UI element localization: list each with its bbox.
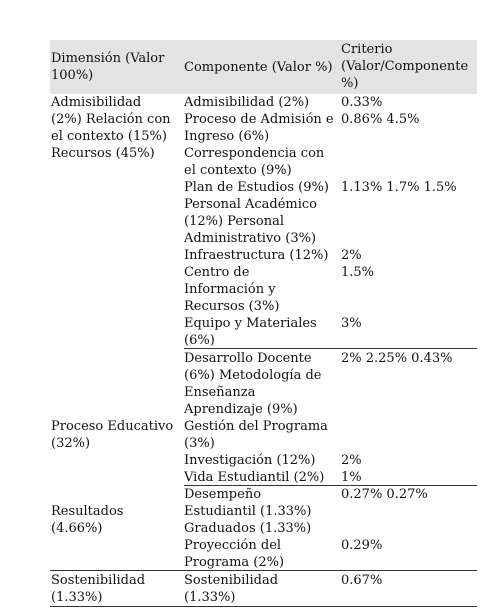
header-component: Componente (Valor %) — [184, 60, 333, 75]
header-criterion: Criterio (Valor/Componente %) — [341, 42, 469, 91]
row-proceso-dimension: Proceso Educativo (32%) — [51, 419, 174, 451]
row-equipo-criteria: 3% — [341, 316, 362, 331]
header-dimension: Dimensión (Valor 100%) — [51, 51, 165, 83]
row-proyeccion-components: Proyección del Programa (2%) — [184, 538, 285, 570]
row-investigacion-criteria: 2% 1% — [341, 453, 362, 485]
row-admisibilidad-dimension: Admisibilidad (2%) Relación con el contexto (15%) Recursos (45%) — [51, 95, 171, 161]
row-sostenibilidad-components: Sostenibilidad (1.33%) — [184, 573, 279, 605]
row-infraestructura-criteria: 2% 1.5% — [341, 248, 375, 280]
table-bottom-border — [50, 606, 477, 607]
row-investigacion-components: Investigación (12%) Vida Estudiantil (2%) — [184, 453, 325, 485]
row-divider — [184, 348, 477, 349]
row-proceso-components: Desarrollo Docente (6%) Metodología de Enseñanza Aprendizaje (9%) Gestión del Programa (3%) — [184, 351, 328, 451]
table-header — [50, 40, 477, 94]
row-infraestructura-components: Infraestructura (12%) Centro de Información y Recursos (3%) Equipo y Materiales (6%) — [184, 248, 329, 348]
row-admisibilidad-criteria: 0.33% 0.86% 4.5% — [341, 95, 420, 127]
row-admisibilidad-components: Admisibilidad (2%) Proceso de Admisión e Ingreso (6%) Correspondencia con el contexto (9%) — [184, 95, 334, 178]
row-resultados-components: Desempeño Estudiantil (1.33%) Graduados (1.33%) — [184, 487, 312, 536]
row-resultados-criteria: 0.27% 0.27% — [341, 487, 428, 502]
row-proyeccion-criteria: 0.29% — [341, 538, 383, 553]
row-sostenibilidad-criteria: 0.67% — [341, 573, 383, 588]
row-proceso-criteria: 2% 2.25% 0.43% — [341, 351, 453, 366]
row-plan-criteria: 1.13% 1.7% 1.5% — [341, 180, 457, 195]
row-resultados-dimension: Resultados (4.66%) — [51, 504, 124, 536]
row-recursos-components: Plan de Estudios (9%) Personal Académico (12%) Personal Administrativo (3%) — [184, 180, 329, 246]
row-divider — [50, 570, 477, 571]
row-sostenibilidad-dimension: Sostenibilidad (1.33%) — [51, 573, 146, 605]
